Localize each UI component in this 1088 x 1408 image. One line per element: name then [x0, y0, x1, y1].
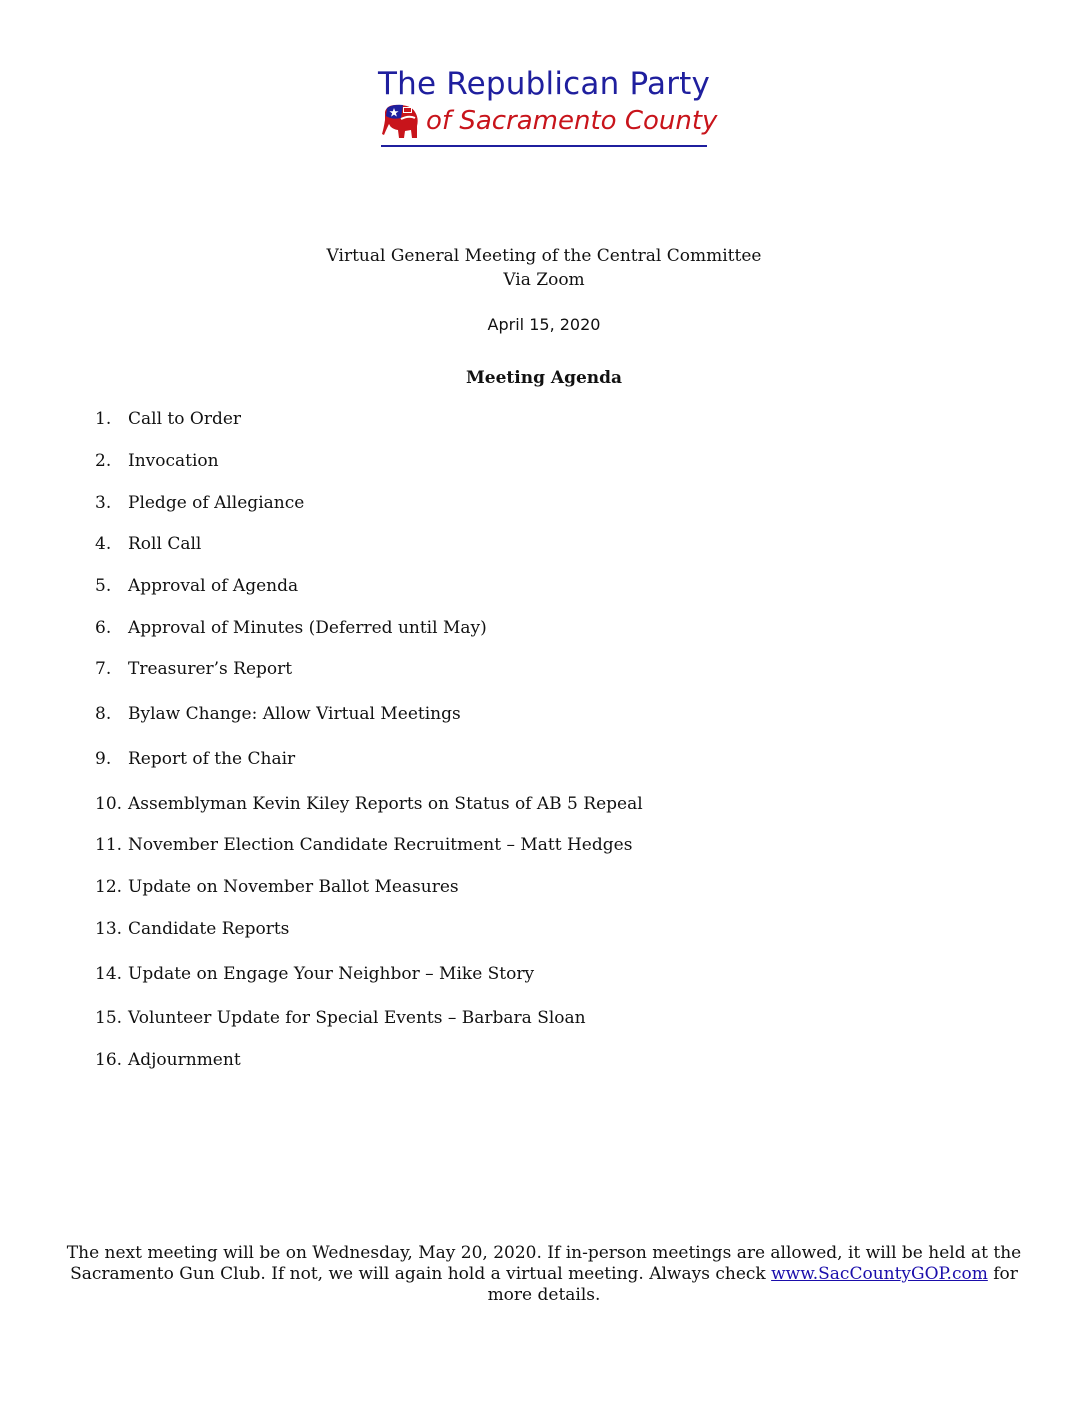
agenda-item-text: Approval of Minutes (Deferred until May)	[128, 618, 487, 638]
agenda-item	[0, 794, 800, 818]
meeting-date: April 15, 2020	[487, 315, 601, 334]
agenda-item	[0, 1008, 800, 1032]
agenda-item	[0, 451, 800, 475]
agenda-item-number: 11.	[95, 835, 123, 855]
agenda-item-text: Treasurer’s Report	[128, 659, 293, 679]
agenda-item-text: Roll Call	[128, 534, 202, 554]
agenda-item-text: Candidate Reports	[128, 919, 290, 939]
agenda-item-text: Assemblyman Kevin Kiley Reports on Status of AB 5 Repeal	[128, 794, 643, 814]
agenda-item-number: 3.	[95, 493, 112, 513]
agenda-item	[0, 534, 800, 558]
agenda-item-number: 16.	[95, 1050, 123, 1070]
agenda-item-text: Update on November Ballot Measures	[128, 877, 459, 897]
footer-line-2-start: Sacramento Gun Club. If not, we will again hold a virtual meeting. Always check	[70, 1264, 772, 1284]
agenda-item	[0, 618, 800, 642]
footer-note	[60, 1243, 1028, 1306]
agenda-item	[0, 493, 800, 517]
agenda-item	[0, 749, 800, 773]
meeting-subtitle: Via Zoom	[503, 270, 585, 290]
agenda-item	[0, 964, 800, 988]
agenda-item-number: 2.	[95, 451, 112, 471]
agenda-item-number: 13.	[95, 919, 123, 939]
meeting-title: Virtual General Meeting of the Central Committee	[326, 246, 762, 266]
letterhead-subtitle: of Sacramento County	[426, 106, 718, 136]
agenda-item-number: 5.	[95, 576, 112, 596]
agenda-item-number: 12.	[95, 877, 123, 897]
footer-line-2-end: for	[987, 1264, 1018, 1284]
agenda-item	[0, 919, 800, 943]
agenda-item	[0, 659, 800, 683]
agenda-item-text: November Election Candidate Recruitment – Matt Hedges	[128, 835, 633, 855]
agenda-item	[0, 835, 800, 859]
agenda-item	[0, 1050, 800, 1074]
agenda-item-number: 6.	[95, 618, 112, 638]
agenda-item	[0, 704, 800, 728]
agenda-item	[0, 576, 800, 600]
agenda-item	[0, 877, 800, 901]
agenda-item-text: Report of the Chair	[128, 749, 296, 769]
gop-elephant-logo-icon	[381, 102, 421, 142]
website-link[interactable]: www.SacCountyGOP.com	[771, 1264, 988, 1284]
agenda-item-text: Invocation	[128, 451, 219, 471]
footer-line-3: more details.	[487, 1285, 601, 1305]
letterhead	[378, 64, 718, 150]
letterhead-title: The Republican Party	[378, 66, 711, 102]
agenda-item-number: 10.	[95, 794, 123, 814]
agenda-item-number: 8.	[95, 704, 112, 724]
agenda-item-number: 4.	[95, 534, 112, 554]
agenda-item-text: Bylaw Change: Allow Virtual Meetings	[128, 704, 461, 724]
agenda-item-number: 14.	[95, 964, 123, 984]
agenda-item-number: 1.	[95, 409, 112, 429]
agenda-item-number: 7.	[95, 659, 112, 679]
footer-line-1: The next meeting will be on Wednesday, May 20, 2020. If in-person meetings are allowed, it will be held at the	[66, 1243, 1022, 1263]
agenda-item-text: Volunteer Update for Special Events – Barbara Sloan	[128, 1008, 586, 1028]
agenda-item-number: 9.	[95, 749, 112, 769]
agenda-heading: Meeting Agenda	[465, 368, 623, 388]
agenda-item-number: 15.	[95, 1008, 123, 1028]
agenda-item-text: Call to Order	[128, 409, 242, 429]
letterhead-divider	[381, 145, 707, 147]
agenda-item-text: Update on Engage Your Neighbor – Mike Story	[128, 964, 535, 984]
agenda-item	[0, 409, 800, 433]
agenda-item-text: Adjournment	[128, 1050, 241, 1070]
agenda-item-text: Pledge of Allegiance	[128, 493, 305, 513]
agenda-item-text: Approval of Agenda	[128, 576, 299, 596]
